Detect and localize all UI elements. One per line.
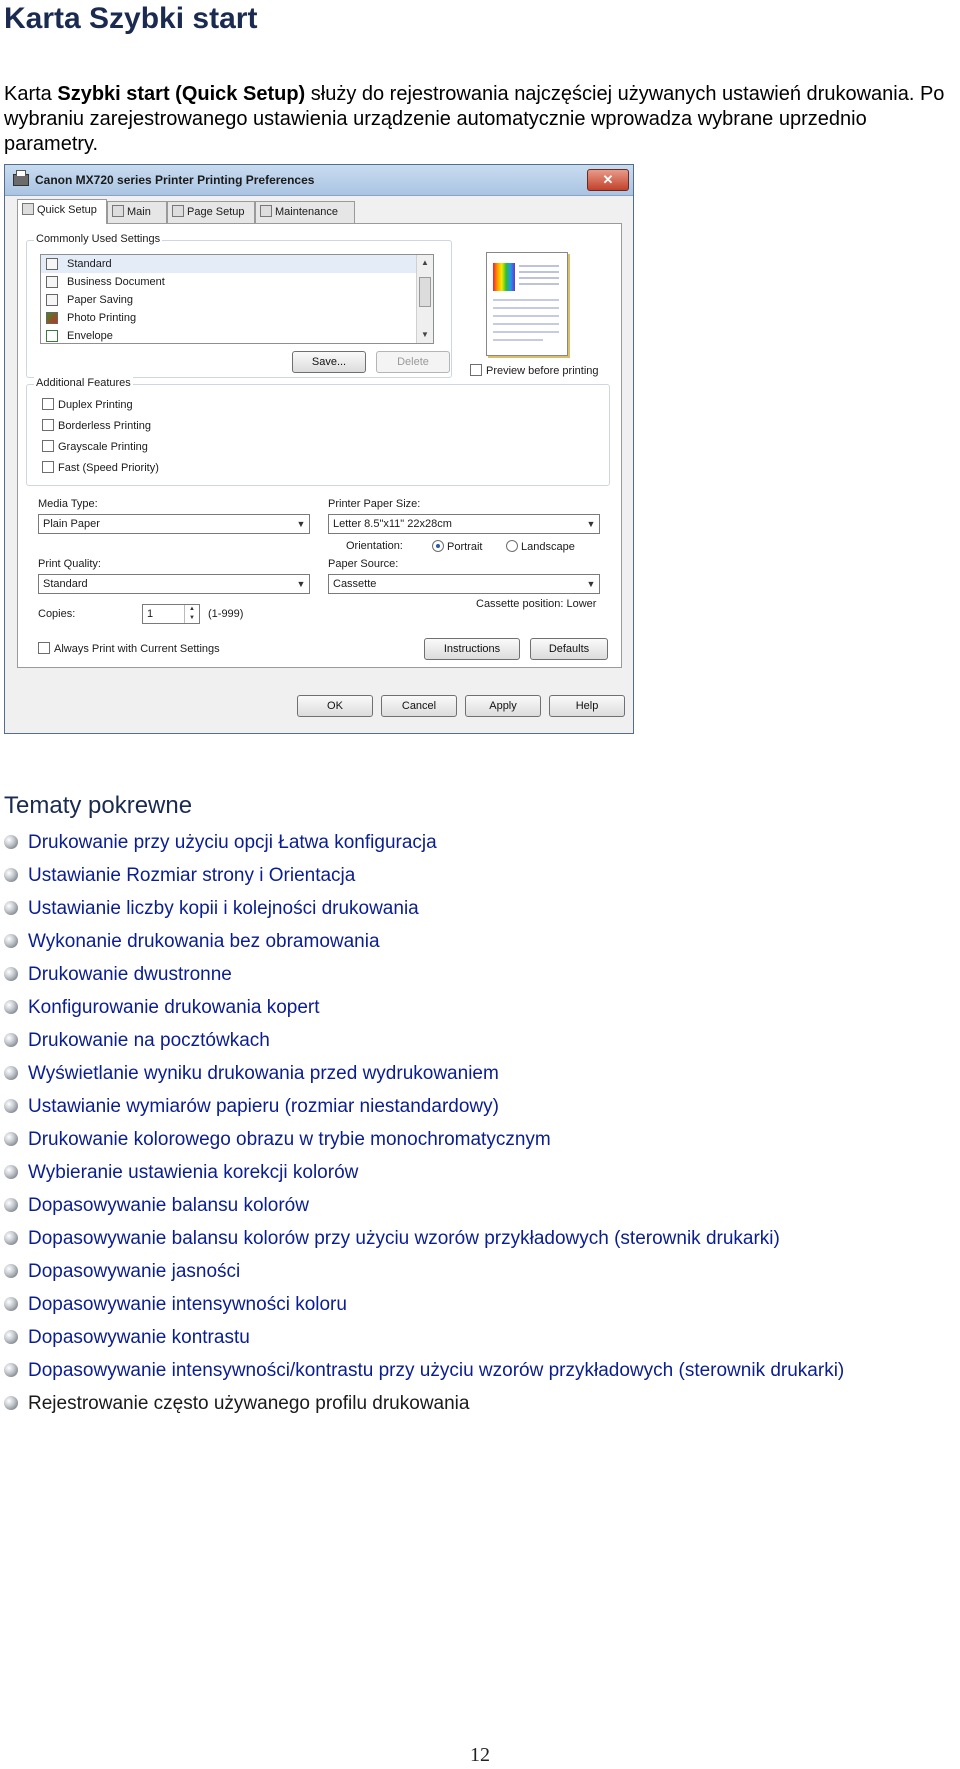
tab-page-setup[interactable] bbox=[167, 201, 255, 223]
tab-label: Main bbox=[127, 206, 151, 218]
bullet-icon bbox=[4, 1132, 18, 1146]
intro-bold-tab-name: Szybki start (Quick Setup) bbox=[57, 83, 306, 105]
preview-text-line bbox=[493, 339, 543, 341]
bullet-icon bbox=[4, 1330, 18, 1344]
tab-label: Page Setup bbox=[187, 206, 245, 218]
intro-paragraph bbox=[4, 82, 954, 157]
portrait-radio[interactable] bbox=[432, 540, 482, 553]
document-icon bbox=[46, 276, 58, 288]
checkbox-label: Duplex Printing bbox=[58, 399, 133, 411]
select-value: Cassette bbox=[333, 578, 377, 590]
topic-link[interactable]: Drukowanie dwustronne bbox=[28, 964, 232, 985]
intro-text-after: służy do rejestrowania najczęściej używanych ustawień drukowania. Po wybraniu zarejestrowanego ustawienia urządzenie automatycznie wprowadza wybrane uprzednio parametry. bbox=[4, 83, 945, 155]
related-topics-list bbox=[4, 826, 844, 1420]
checkbox-box[interactable] bbox=[42, 419, 54, 431]
fast-speed-priority-checkbox[interactable] bbox=[42, 461, 159, 474]
bullet-icon bbox=[4, 1066, 18, 1080]
bullet-icon bbox=[4, 1396, 18, 1410]
list-item bbox=[4, 958, 844, 991]
bullet-icon bbox=[4, 1099, 18, 1113]
maintenance-icon bbox=[260, 205, 272, 217]
list-item bbox=[4, 1057, 844, 1090]
bullet-icon bbox=[4, 1297, 18, 1311]
bullet-icon bbox=[4, 1231, 18, 1245]
always-print-current-settings-checkbox[interactable] bbox=[38, 642, 220, 655]
list-item bbox=[4, 1024, 844, 1057]
printer-icon bbox=[13, 174, 29, 186]
print-quality-select[interactable] bbox=[38, 574, 310, 594]
topic-link[interactable]: Drukowanie kolorowego obrazu w trybie monochromatycznym bbox=[28, 1129, 551, 1150]
list-item bbox=[4, 1354, 844, 1387]
list-item bbox=[4, 991, 844, 1024]
bullet-icon bbox=[4, 1198, 18, 1212]
topic-link[interactable]: Drukowanie na pocztówkach bbox=[28, 1030, 270, 1051]
preview-text-line bbox=[493, 299, 559, 301]
printing-preferences-dialog bbox=[4, 164, 634, 734]
bullet-icon bbox=[4, 1033, 18, 1047]
topic-link[interactable]: Wybieranie ustawienia korekcji kolorów bbox=[28, 1162, 359, 1183]
preview-text-line bbox=[493, 323, 559, 325]
topic-link[interactable]: Wykonanie drukowania bez obramowania bbox=[28, 931, 380, 952]
list-item-label: Envelope bbox=[67, 330, 113, 342]
landscape-radio[interactable] bbox=[506, 540, 575, 553]
bullet-icon bbox=[4, 1363, 18, 1377]
dialog-title: Canon MX720 series Printer Printing Preferences bbox=[35, 173, 315, 187]
tab-maintenance[interactable] bbox=[255, 201, 355, 223]
copies-value: 1 bbox=[147, 608, 154, 620]
paper-source-label: Paper Source: bbox=[328, 558, 399, 570]
orientation-label: Orientation: bbox=[346, 540, 403, 552]
list-scrollbar[interactable] bbox=[416, 255, 433, 343]
ok-button[interactable]: OK bbox=[297, 695, 373, 717]
tab-label: Quick Setup bbox=[37, 204, 97, 216]
topic-link[interactable]: Dopasowywanie jasności bbox=[28, 1261, 241, 1282]
bullet-icon bbox=[4, 1165, 18, 1179]
list-item bbox=[4, 1123, 844, 1156]
bullet-icon bbox=[4, 1000, 18, 1014]
paper-source-select[interactable] bbox=[328, 574, 600, 594]
photo-icon bbox=[46, 312, 58, 324]
printer-paper-size-label: Printer Paper Size: bbox=[328, 498, 421, 510]
delete-button[interactable]: Delete bbox=[376, 351, 450, 373]
intro-text-before: Karta bbox=[4, 83, 58, 105]
list-item-label: Standard bbox=[67, 258, 112, 270]
list-item bbox=[4, 892, 844, 925]
preview-text-line bbox=[519, 265, 559, 267]
checkbox-label: Always Print with Current Settings bbox=[54, 643, 220, 655]
preview-text-line bbox=[493, 307, 559, 309]
list-item-photo-printing[interactable] bbox=[41, 309, 433, 327]
bullet-icon bbox=[4, 967, 18, 981]
select-value: Standard bbox=[43, 578, 88, 590]
radio-button[interactable] bbox=[506, 540, 518, 552]
duplex-printing-checkbox[interactable] bbox=[42, 398, 133, 411]
copies-range-text: (1-999) bbox=[208, 608, 244, 620]
page-setup-icon bbox=[172, 205, 184, 217]
preview-text-line bbox=[519, 277, 559, 279]
media-type-label: Media Type: bbox=[38, 498, 98, 510]
topic-link[interactable]: Ustawianie Rozmiar strony i Orientacja bbox=[28, 865, 356, 886]
dropdown-arrow-icon: ▼ bbox=[296, 519, 306, 529]
page-number: 12 bbox=[470, 1744, 490, 1766]
radio-label: Portrait bbox=[447, 541, 483, 553]
checkbox-box[interactable] bbox=[42, 461, 54, 473]
select-value: Plain Paper bbox=[43, 518, 100, 530]
borderless-printing-checkbox[interactable] bbox=[42, 419, 151, 432]
topic-link[interactable]: Dopasowywanie balansu kolorów przy użyciu wzorów przykładowych (sterownik drukarki) bbox=[28, 1228, 780, 1249]
list-item bbox=[4, 1288, 844, 1321]
checkbox-box[interactable] bbox=[470, 364, 482, 376]
page-title: Karta Szybki start bbox=[4, 2, 258, 35]
bullet-icon bbox=[4, 1264, 18, 1278]
preview-text-line bbox=[493, 331, 559, 333]
list-item-label: Business Document bbox=[67, 276, 165, 288]
topic-current: Rejestrowanie często używanego profilu drukowania bbox=[28, 1393, 470, 1414]
list-item-envelope[interactable] bbox=[41, 327, 433, 344]
list-item bbox=[4, 826, 844, 859]
list-item-business-document[interactable] bbox=[41, 273, 433, 291]
envelope-icon bbox=[46, 330, 58, 342]
scroll-thumb[interactable] bbox=[419, 277, 431, 307]
scroll-down-arrow-icon[interactable]: ▼ bbox=[421, 330, 429, 339]
list-item bbox=[4, 925, 844, 958]
cancel-button[interactable]: Cancel bbox=[381, 695, 457, 717]
help-button[interactable]: Help bbox=[549, 695, 625, 717]
print-preview-thumbnail bbox=[486, 252, 568, 356]
dropdown-arrow-icon: ▼ bbox=[296, 579, 306, 589]
paper-saving-icon bbox=[46, 294, 58, 306]
copies-label: Copies: bbox=[38, 608, 76, 620]
topic-link[interactable]: Dopasowywanie balansu kolorów bbox=[28, 1195, 309, 1216]
topic-link[interactable]: Ustawianie wymiarów papieru (rozmiar niestandardowy) bbox=[28, 1096, 499, 1117]
main-tab-icon bbox=[112, 205, 124, 217]
tab-main[interactable] bbox=[107, 201, 167, 223]
list-item bbox=[4, 1321, 844, 1354]
media-type-select[interactable] bbox=[38, 514, 310, 534]
bullet-icon bbox=[4, 835, 18, 849]
checkbox-label: Fast (Speed Priority) bbox=[58, 462, 159, 474]
list-item bbox=[4, 859, 844, 892]
checkbox-box[interactable] bbox=[38, 642, 50, 654]
select-value: Letter 8.5"x11" 22x28cm bbox=[333, 518, 452, 530]
preview-text-line bbox=[519, 283, 559, 285]
apply-button[interactable]: Apply bbox=[465, 695, 541, 717]
close-button[interactable]: ✕ bbox=[587, 169, 629, 191]
dropdown-arrow-icon: ▼ bbox=[586, 519, 596, 529]
topic-link[interactable]: Wyświetlanie wyniku drukowania przed wydrukowaniem bbox=[28, 1063, 499, 1084]
list-item bbox=[4, 1189, 844, 1222]
list-item bbox=[4, 1255, 844, 1288]
checkbox-label: Borderless Printing bbox=[58, 420, 151, 432]
bullet-icon bbox=[4, 868, 18, 882]
tab-label: Maintenance bbox=[275, 206, 338, 218]
radio-label: Landscape bbox=[521, 541, 575, 553]
document-icon bbox=[46, 258, 58, 270]
preview-before-printing-checkbox[interactable] bbox=[470, 364, 599, 377]
list-item bbox=[4, 1387, 844, 1420]
topic-link[interactable]: Dopasowywanie kontrastu bbox=[28, 1327, 250, 1348]
defaults-button[interactable]: Defaults bbox=[530, 638, 608, 660]
preview-image bbox=[493, 263, 515, 291]
radio-button[interactable] bbox=[432, 540, 444, 552]
checkbox-box[interactable] bbox=[42, 440, 54, 452]
checkbox-label: Grayscale Printing bbox=[58, 441, 148, 453]
list-item-standard[interactable] bbox=[41, 255, 433, 273]
list-item-paper-saving[interactable] bbox=[41, 291, 433, 309]
tab-quick-setup[interactable] bbox=[17, 199, 107, 224]
topic-link[interactable]: Dopasowywanie intensywności koloru bbox=[28, 1294, 347, 1315]
topic-link[interactable]: Konfigurowanie drukowania kopert bbox=[28, 997, 320, 1018]
printer-paper-size-select[interactable] bbox=[328, 514, 600, 534]
quick-setup-icon bbox=[22, 203, 34, 215]
save-button[interactable]: Save... bbox=[292, 351, 366, 373]
grayscale-printing-checkbox[interactable] bbox=[42, 440, 148, 453]
list-item bbox=[4, 1156, 844, 1189]
checkbox-box[interactable] bbox=[42, 398, 54, 410]
print-quality-label: Print Quality: bbox=[38, 558, 101, 570]
bullet-icon bbox=[4, 934, 18, 948]
topic-link[interactable]: Drukowanie przy użyciu opcji Łatwa konfiguracja bbox=[28, 832, 437, 853]
checkbox-label: Preview before printing bbox=[486, 365, 599, 377]
stepper-arrows-icon[interactable]: ▲ ▼ bbox=[184, 605, 199, 623]
quick-setup-panel bbox=[17, 223, 622, 668]
bullet-icon bbox=[4, 901, 18, 915]
list-item bbox=[4, 1090, 844, 1123]
topic-link[interactable]: Ustawianie liczby kopii i kolejności drukowania bbox=[28, 898, 419, 919]
copies-stepper[interactable] bbox=[142, 604, 200, 624]
commonly-used-settings-label: Commonly Used Settings bbox=[36, 233, 161, 245]
list-item-label: Photo Printing bbox=[67, 312, 137, 324]
commonly-used-settings-list[interactable] bbox=[40, 254, 434, 344]
list-item-label: Paper Saving bbox=[67, 294, 134, 306]
preview-text-line bbox=[493, 315, 559, 317]
additional-features-label: Additional Features bbox=[36, 377, 131, 389]
scroll-up-arrow-icon[interactable]: ▲ bbox=[421, 258, 429, 267]
instructions-button[interactable]: Instructions bbox=[424, 638, 520, 660]
list-item bbox=[4, 1222, 844, 1255]
topic-link[interactable]: Dopasowywanie intensywności/kontrastu przy użyciu wzorów przykładowych (sterownik drukarki) bbox=[28, 1360, 845, 1381]
preview-text-line bbox=[519, 271, 559, 273]
cassette-position-text: Cassette position: Lower bbox=[476, 598, 597, 610]
dropdown-arrow-icon: ▼ bbox=[586, 579, 596, 589]
dialog-titlebar[interactable] bbox=[5, 165, 633, 196]
related-topics-title: Tematy pokrewne bbox=[4, 792, 193, 819]
